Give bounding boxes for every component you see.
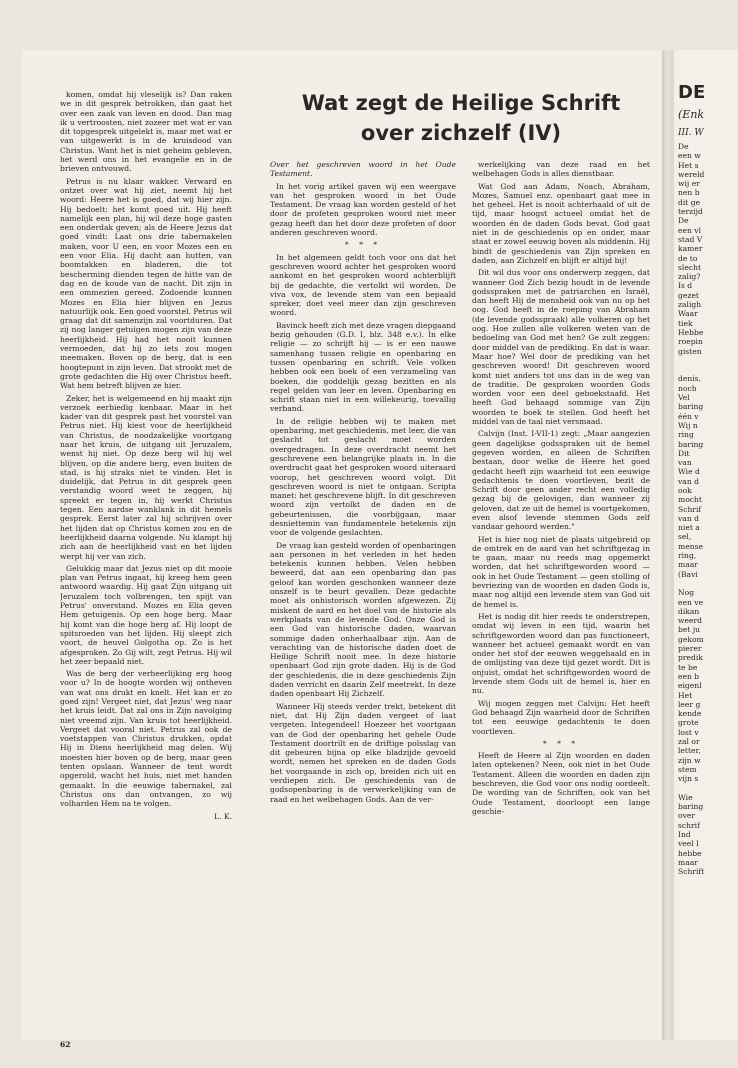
right-page-line: mense xyxy=(678,541,703,551)
right-page-line: kamer xyxy=(678,244,703,254)
right-page-line xyxy=(678,365,738,374)
right-page-line: over xyxy=(678,811,695,821)
right-page-line: van d xyxy=(678,513,699,523)
right-page-line: niet a xyxy=(678,523,700,533)
right-page-line: Wie d xyxy=(678,467,700,477)
article-subtitle: Over het geschreven woord in het Oude Testament. xyxy=(270,160,456,179)
signature: L. K. xyxy=(214,811,232,821)
right-page-line: gisten xyxy=(678,346,702,356)
right-page-line: Is d xyxy=(678,281,693,291)
right-page-line: een ve xyxy=(678,597,704,607)
right-page-line: gekom xyxy=(678,634,704,644)
right-page-line: pierer xyxy=(678,644,702,654)
right-page-line: denis, xyxy=(678,374,701,384)
paragraph: Wat God aan Adam, Noach, Abraham, Mozes, Samuel enz. openbaart gaat mee in het geheel. Het is nooit achterhaald of uit de tijd, maar hoogst actueel omdat het de woorden én de daden Gods bevat. God gaat niet in de geschiedenis op en onder, maar staat er zowel eeuwig boven als middenin. Hij bindt de geschiedenis van Zijn spreken en daden, aan Zichzelf en blijft er altijd bij! xyxy=(472,181,650,265)
right-page-heading: III. W xyxy=(678,128,704,138)
right-page-line: maar xyxy=(678,857,698,867)
paragraph: werkelijking van deze raad en het welbehagen Gods is alles dienstbaar. xyxy=(472,160,650,179)
right-page-text xyxy=(678,142,738,876)
right-page-line: baring xyxy=(678,439,704,449)
right-page-line: bet ju xyxy=(678,625,701,635)
right-page-line: De xyxy=(678,142,689,151)
left-page xyxy=(22,50,662,1049)
paragraph: Heeft de Heere al Zijn woorden en daden laten optekenen? Neen, ook niet in het Oude Testament. Alleen die woorden en daden zijn beschreven, die God voor ons nodig oordeelt. De wording van de Schriften, ook van het Oude Testament, doorloopt een lange geschie- xyxy=(472,751,650,816)
right-page-line: een w xyxy=(678,151,701,161)
article-title xyxy=(272,88,650,148)
paragraph: Bavinck heeft zich met deze vragen diepgaand bezig gehouden (G.D. I, blz. 348 e.v.). In elke religie — zo schrijft hij — is er een nauwe samenhang tussen religie en openbaring en tussen openbaring en schrift. Vele volken hebben ook een boek of een verzameling van boeken, die goddelijk gezag bezitten en als regel gelden van leer en leven. Openbaring en schrift staan niet in een willekeurig, toevallig verband. xyxy=(270,320,456,414)
column-3 xyxy=(472,160,650,975)
right-page-line: baring xyxy=(678,802,704,812)
right-page-line: tiek xyxy=(678,318,693,328)
right-page-line: gezet xyxy=(678,290,699,300)
paragraph: Dit wil dus voor ons onderwerp zeggen, dat wanneer God Zich bezig houdt in de levende godsspraken met de patriarchen en Israël, dan heeft Hij de mensheid ook van nu op het oog. God heeft in de roeping van Abraham (de levende godsspraak) alle volkeren op het oog. Hoe zullen alle volkeren weten van de bedoeling van God met hen? Ge zult zeggen: door middel van de prediking. En dat is waar. Maar hoe? Wel door de prediking van het geschreven woord! Dit geschreven woord komt niet anders tot ons dan in de weg van de traditie. De gesproken woorden Gods worden voor een deel geboekstaafd. Het heeft God behaagd sommige van Zijn woorden te boek te stellen. God heeft het middel van de taal niet versmaad. xyxy=(472,268,650,427)
right-page-line: Schrift xyxy=(678,867,705,877)
right-page-line: ring, xyxy=(678,551,697,561)
paragraph: In het vorig artikel gaven wij een weergave van het gesproken woord in het Oude Testament. De vraag kan worden gesteld of het door de profeten gesproken woord niet meer gezag heeft dan het door deze profeten of door anderen geschreven woord. xyxy=(270,181,456,238)
right-page-line: weerd xyxy=(678,616,702,626)
right-page-line: terzijd xyxy=(678,207,703,217)
right-page-line: één v xyxy=(678,411,699,421)
paragraph: Was de berg der verheerlijking erg hoog voor u? In de hoogte worden wij ontheven van wat ons drukt en knelt. Het kan er zo goed zijn! Vergeet niet, dat Jezus' weg naar het kruis leidt. Dat zal ons in Zijn navolging niet vreemd zijn. Van kruis tot heerlijkheid. Vergeet dat vooral niet. Petrus zal ook de voetstappen van Christus drukken, opdat Hij in Diens heerlijkheid mag delen. Wij moesten hier boven op de berg, maar geen tenten opslaan. Wanneer de tent wordt opgerold, wacht het huis, niet met handen gemaakt. In die eeuwige tabernakel, zal Christus ons dan ontvangen, zo wij volharden Hem na te volgen. xyxy=(60,669,232,809)
right-page-line: schrif xyxy=(678,820,700,830)
right-page-line: mocht xyxy=(678,495,702,505)
right-page-title: DE xyxy=(678,82,706,103)
right-page-line: zaligh xyxy=(678,300,702,310)
right-page-line: slecht xyxy=(678,262,702,272)
right-page-line: (Bavi xyxy=(678,569,698,579)
right-page-line: de to xyxy=(678,253,698,263)
title-line-1: Wat zegt de Heilige Schrift xyxy=(301,91,621,115)
right-page-line: een b xyxy=(678,671,700,681)
right-page-line: van xyxy=(678,458,692,468)
paragraph: De vraag kan gesteld worden of openbaringen aan personen in het verleden in het heden betekenis kunnen hebben. Velen hebben beweerd, dat aan een openbaring dan pas geloof kan worden geschonken wanneer deze onszelf is te beurt gevallen. Deze gedachte moet als onhistorisch worden afgewezen. Zij miskent de aard en het doel van de historie als werkplaats van de levende God. Onze God is een God van historische daden, waarvan sommige daden onherhaalbaar zijn. Aan de verachting van de historische daden doet de Heilige Schrift nooit mee. In deze historie openbaart God zijn grote daden. Hij is de God der geschiedenis, die in deze geschiedenis Zijn daden verricht en daarin Zelf meetrekt. In deze daden openbaart Hij Zichzelf. xyxy=(270,540,456,699)
right-page-line: baring xyxy=(678,402,704,412)
right-page-line: maar xyxy=(678,560,698,570)
right-page-line: Waar xyxy=(678,309,698,319)
right-page-line: Wij n xyxy=(678,420,698,430)
right-page-line: veel l xyxy=(678,839,699,849)
title-line-2: over zichzelf (IV) xyxy=(360,121,562,145)
right-page-line: vijn s xyxy=(678,774,699,784)
right-page-line: zal or xyxy=(678,737,700,746)
right-page-line: zijn w xyxy=(678,755,701,765)
right-page-line: ook xyxy=(678,485,692,495)
paragraph: Wij mogen zeggen met Calvijn: Het heeft God behaagd Zijn waarheid door de Schriften tot een eeuwige gedachtenis te doen voortleven. xyxy=(472,698,650,736)
right-page-line: sel, xyxy=(678,532,692,542)
right-page-line: dikan xyxy=(678,606,700,616)
right-page-line: een vl xyxy=(678,225,702,235)
right-page-line: eigenl xyxy=(678,681,702,691)
right-page-line xyxy=(678,783,738,792)
paragraph: Zeker, het is welgemeend en hij maakt zijn verzoek eerbiedig kenbaar. Maar in het kader van dit gesprek past het voorstel van Petrus niet. Hij kiest voor de heerlijkheid van Christus, de noodzakelijke voortgang naar het kruis, de uitgang uit Jeruzalem, wenst hij niet. Op deze berg wil hij wel blijven, op die andere berg, even buiten de stad, is hij straks niet te vinden. Het is duidelijk, dat Petrus in dit gesprek geen verstandig woord weet te zeggen, hij spreekt er tegen in, hij werkt Christus tegen. Een aardse wanklank in dit hemels gesprek. Eerst later zal hij schrijven over het lijden dat op Christus komen zou en de heerlijkheid daarna volgende. Nu klampt hij zich aan de heerlijkheid vast en het lijden werpt hij ver van zich. xyxy=(60,393,232,561)
column-1 xyxy=(60,90,232,975)
right-page-line: Wie xyxy=(678,792,693,802)
right-page-line: Het xyxy=(678,690,693,700)
right-page-line: te be xyxy=(678,662,698,672)
paragraph: Wanneer Hij steeds verder trekt, betekent dit niet, dat Hij Zijn daden vergeet of laat vergeten. Integendeel! Hoezeer het voortgaan van de God der openbaring het gehele Oude Testament doortrilt en de driftige polsslag van dit gebeuren bijna op elke bladzijde gevoeld wordt, nemen het spreken en de daden Gods het voorgaande in zich op, breiden zich uit en verdiepen zich. De geschiedenis van de godsopenbaring is de verwerkelijking van de raad en het welbehagen Gods. Aan de ver- xyxy=(270,701,456,804)
paragraph: Gelukkig maar dat Jezus niet op dit mooie plan van Petrus ingaat, hij kreeg hem geen antwoord waardig. Hij gaat Zijn uitgang uit Jeruzalem toch volbrengen, ten spijt van Petrus' onverstand. Mozes en Elia geven Hem getuigenis. Op een hoge berg. Maar hij komt van die hoge berg af. Hij loopt de spitsroeden van het lijden. Hij sleept zich voort, de heuvel Golgotha op. Zo is het afgesproken. Zo Gij wilt, zegt Petrus. Hij wil het zeer bepaald niet. xyxy=(60,563,232,666)
right-page-line xyxy=(678,579,738,588)
right-page-line: letter, xyxy=(678,746,701,756)
right-page-line: lost v xyxy=(678,727,699,737)
right-page-line: Het s xyxy=(678,160,699,170)
right-page-line: roepin xyxy=(678,337,703,347)
paragraph: Het is hier nog niet de plaats uitgebreid op de omtrek en de aard van het schriftgezag in te gaan, maar nu reeds mag opgemerkt worden, dat het schriftgeworden woord — ook in het Oude Testament — geen stolling of bevriezing van de woorden en daden Gods is, maar nog altijd een levende stem van God uit de hemel is. xyxy=(472,534,650,609)
right-page-line xyxy=(678,356,738,365)
right-page-line: ring xyxy=(678,430,694,440)
right-page-line: zalig? xyxy=(678,272,701,282)
paragraph: Calvijn (Inst. I-VII-1) zegt: „Maar aangezien geen dagelijkse godsspraken uit de hemel gegeven worden, en alleen de Schriften bestaan, door welke de Heere het goed gedacht heeft zijn waarheid tot een eeuwige gedachtenis te doen voortleven, bezit de Schrift door geen ander recht een volledig gezag bij de gelovigen, dan wanneer zij geloven, dat ze uit de hemel is voortgekomen, even alsof levende stemmen Gods zelf vandaar gehoord werden." xyxy=(472,429,650,532)
column-2 xyxy=(270,160,456,975)
right-page-line: Schrif xyxy=(678,504,702,514)
right-page-line: hebbe xyxy=(678,848,702,858)
right-page-line: stem xyxy=(678,764,697,774)
right-page-line: stad V xyxy=(678,234,703,244)
paragraph: In de religie hebben wij te maken met openbaring, met geschiedenis, met leer, die van geslacht tot geslacht moet worden overgedragen. In deze overdracht neemt het geschrevene een belangrijke plaats in. In die overdracht gaat het gesproken woord uiteraard voorop, het geschreven woord volgt. Dit geschreven woord is niet te ontgaan. Scripta manet: het geschrevene blijft. In dit geschreven woord zijn vertolkt de daden en de gebeurtenissen, die voorbijgaan, maar desniettemin van fundamentele betekenis zijn voor de volgende geslachten. xyxy=(270,416,456,538)
right-page-line: Ind xyxy=(678,829,691,839)
right-page-line: nen b xyxy=(678,188,700,198)
right-page-line: noch xyxy=(678,383,697,393)
right-page-line: wereld xyxy=(678,169,705,179)
right-page-subtitle: (Enk xyxy=(678,108,705,121)
right-page-line: wij er xyxy=(678,179,700,189)
right-page-line: van d xyxy=(678,476,699,486)
right-page xyxy=(674,50,738,1040)
right-page-line: De xyxy=(678,216,689,226)
right-page-line: grote xyxy=(678,718,699,728)
right-page-line: Nog xyxy=(678,588,695,598)
section-divider: * * * xyxy=(344,240,382,250)
section-divider: * * * xyxy=(542,738,580,748)
paragraph: komen, omdat hij vleselijk is? Dan raken we in dit gesprek betrokken, dan gaat het over een zaak van leven en dood. Dan mag ik u vertroosten, niet zozeer met wat er van dit topgesprek uitgelekt is, maar met wat er van uitgewerkt is in de kruisdood van Christus. Want het is niet geheim gebleven, het werd ons in het evangelie en in de brieven ontvouwd. xyxy=(60,90,232,174)
paragraph: Petrus is nu klaar wakker. Verward en ontzet over wat hij ziet, neemt hij het woord: Heere het is goed, dat wij hier zijn. Hij bedoelt: het komt goed uit. Hij heeft namelijk een plan, hij wil deze hoge gasten een onderdak geven; als de Heere Jezus dat goed vindt: Laat ons drie tabernakelen maken, voor U een, en voor Mozes een en een voor Elia. Hij dacht aan hutten, van boomtakken en bladeren, die tot bescherming dienden tegen de hitte van de dag en de koude van de nacht. Dit zijn in een ommezien gereed. Zodoende kunnen Mozes en Elia hier blijven en Jezus natuurlijk ook. Een goed voorstel. Petrus wil graag dat dit samenzijn zal voortduren. Dat zij nog langer getuigen mogen zijn van deze heerlijkheid. Hij had het nooit kunnen vermoeden, dat hij zo iets zou mogen meemaken. Boven op de berg, dat is een hoogtepunt in zijn leven. Dat strookt met de grote gedachten die Hij over Christus heeft. Wat hem betreft blijven ze hier. xyxy=(60,176,232,391)
right-page-line: Hebbe xyxy=(678,327,704,337)
right-page-line: kende xyxy=(678,709,702,719)
paragraph: Het is nodig dit hier reeds te onderstrepen, omdat wij leven in een tijd, waarin het schriftgeworden woord dan pas functioneert, wanneer het actueel gemaakt wordt en van onder het stof der eeuwen weggehaald en in de omlijsting van deze tijd gezet wordt. Dit is onjuist, omdat het schriftgeworden woord de levende stem Gods uit de hemel is, hier en nu. xyxy=(472,611,650,696)
page-number: 62 xyxy=(60,1040,71,1049)
paragraph: In het algemeen geldt toch voor ons dat het geschreven woord achter het gesproken woord aankomt en het gesproken woord achterblijft bij de gedachte, die vertolkt wil worden. De viva vox, de levende stem van een bepaald spreker, doet veel meer dan zijn geschreven woord. xyxy=(270,252,456,318)
right-page-line: Dit xyxy=(678,448,690,458)
right-page-line: dit ge xyxy=(678,197,701,207)
right-page-line: Vel xyxy=(678,393,690,403)
book-gutter xyxy=(662,50,674,1040)
right-page-line: leer g xyxy=(678,699,701,709)
right-page-line: predik xyxy=(678,653,703,663)
